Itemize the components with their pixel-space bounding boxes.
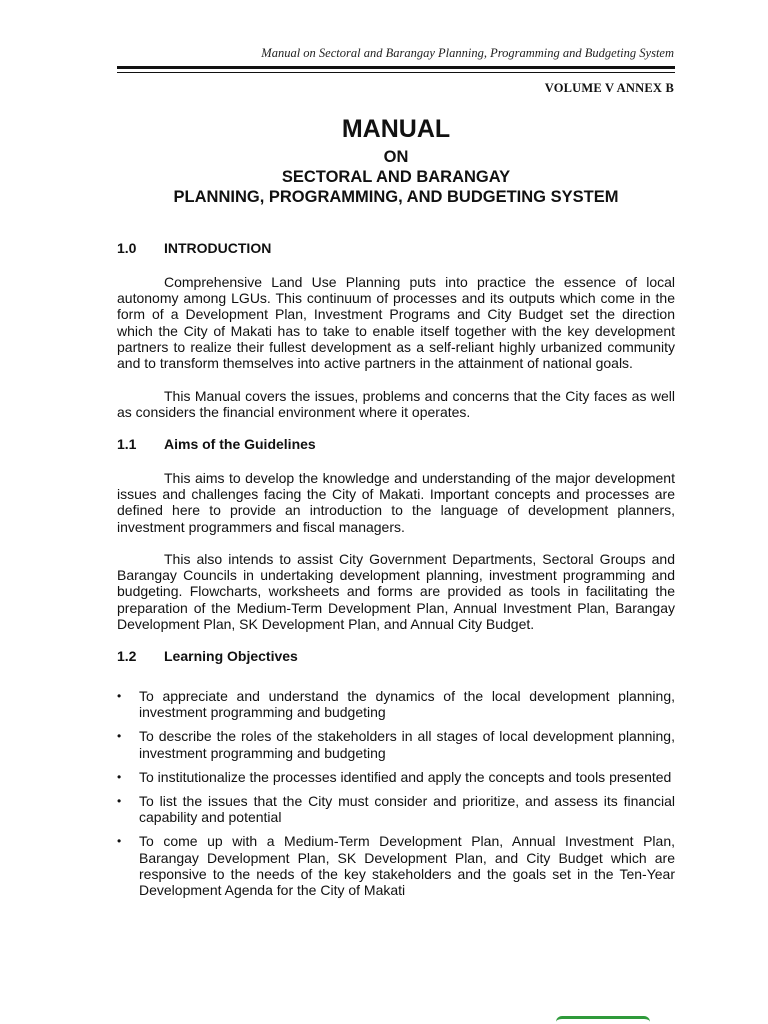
section-heading-introduction — [117, 240, 271, 256]
list-item-text: To describe the roles of the stakeholders in all stages of local development planning, investment programming and budgeting — [139, 728, 675, 761]
document-title: MANUAL — [341, 115, 451, 143]
section-number: 1.2 — [117, 648, 137, 664]
list-item-text: To institutionalize the processes identified and apply the concepts and tools presented — [139, 768, 672, 785]
header-rule-thick — [117, 66, 675, 69]
footer-logo-mark — [556, 1016, 650, 1024]
intro-paragraph-1: Comprehensive Land Use Planning puts into practice the essence of local autonomy among LGUs. This continuum of processes and its outputs which come in the form of a Development Plan, Investment Programs and City Budget set the direction which the City of Makati has to take to enable itself together with the key development partners to realize their fullest development as a self-reliant highly urbanized community and to transform themselves into active partners in the attainment of national goals. — [117, 274, 675, 372]
title-on: ON — [383, 148, 409, 166]
bullet-icon: • — [117, 689, 122, 703]
bullet-icon: • — [117, 834, 122, 849]
list-item-text: To come up with a Medium-Term Development Plan, Annual Investment Plan, Barangay Development Plan, SK Development Plan, and City Budget which are responsive to the needs of the key stakeholders and the goals set in the Ten-Year Development Agenda for the City of Makati — [139, 833, 675, 899]
aims-paragraph-1: This aims to develop the knowledge and understanding of the major development issues and challenges facing the City of Makati. Important concepts and processes are defined here to provide an introduction to the language of development planners, investment programmers and fiscal managers. — [117, 470, 675, 535]
bullet-icon: • — [117, 729, 122, 744]
section-heading-objectives — [117, 648, 298, 664]
list-item-text: To list the issues that the City must consider and prioritize, and assess its financial capability and potential — [139, 793, 675, 826]
list-item — [117, 833, 675, 898]
bullet-icon: • — [117, 769, 122, 784]
section-title: INTRODUCTION — [164, 240, 272, 256]
title-subtitle-2: PLANNING, PROGRAMMING, AND BUDGETING SYSTEM — [173, 188, 619, 206]
title-subtitle-1: SECTORAL AND BARANGAY — [281, 168, 511, 186]
volume-label: VOLUME V ANNEX B — [544, 81, 674, 95]
bullet-icon: • — [117, 794, 122, 809]
section-number: 1.0 — [117, 240, 137, 256]
list-item — [117, 793, 675, 825]
header-rule-thin — [117, 72, 675, 73]
section-title: Aims of the Guidelines — [164, 436, 316, 452]
objectives-list — [117, 688, 675, 906]
section-heading-aims — [117, 436, 316, 452]
section-number: 1.1 — [117, 436, 137, 452]
running-header: Manual on Sectoral and Barangay Planning, Programming and Budgeting System — [261, 46, 674, 60]
intro-paragraph-2: This Manual covers the issues, problems and concerns that the City faces as well as considers the financial environment where it operates. — [117, 388, 675, 421]
section-title: Learning Objectives — [164, 648, 298, 664]
aims-paragraph-2: This also intends to assist City Government Departments, Sectoral Groups and Barangay Councils in undertaking development planning, investment programming and budgeting. Flowcharts, worksheets and forms are provided as tools in facilitating the preparation of the Medium-Term Development Plan, Annual Investment Plan, Barangay Development Plan, SK Development Plan, and Annual City Budget. — [117, 551, 675, 632]
list-item-text: To appreciate and understand the dynamics of the local development planning, investment programming and budgeting — [139, 688, 675, 721]
list-item — [117, 769, 675, 785]
list-item — [117, 728, 675, 760]
list-item — [117, 688, 675, 720]
